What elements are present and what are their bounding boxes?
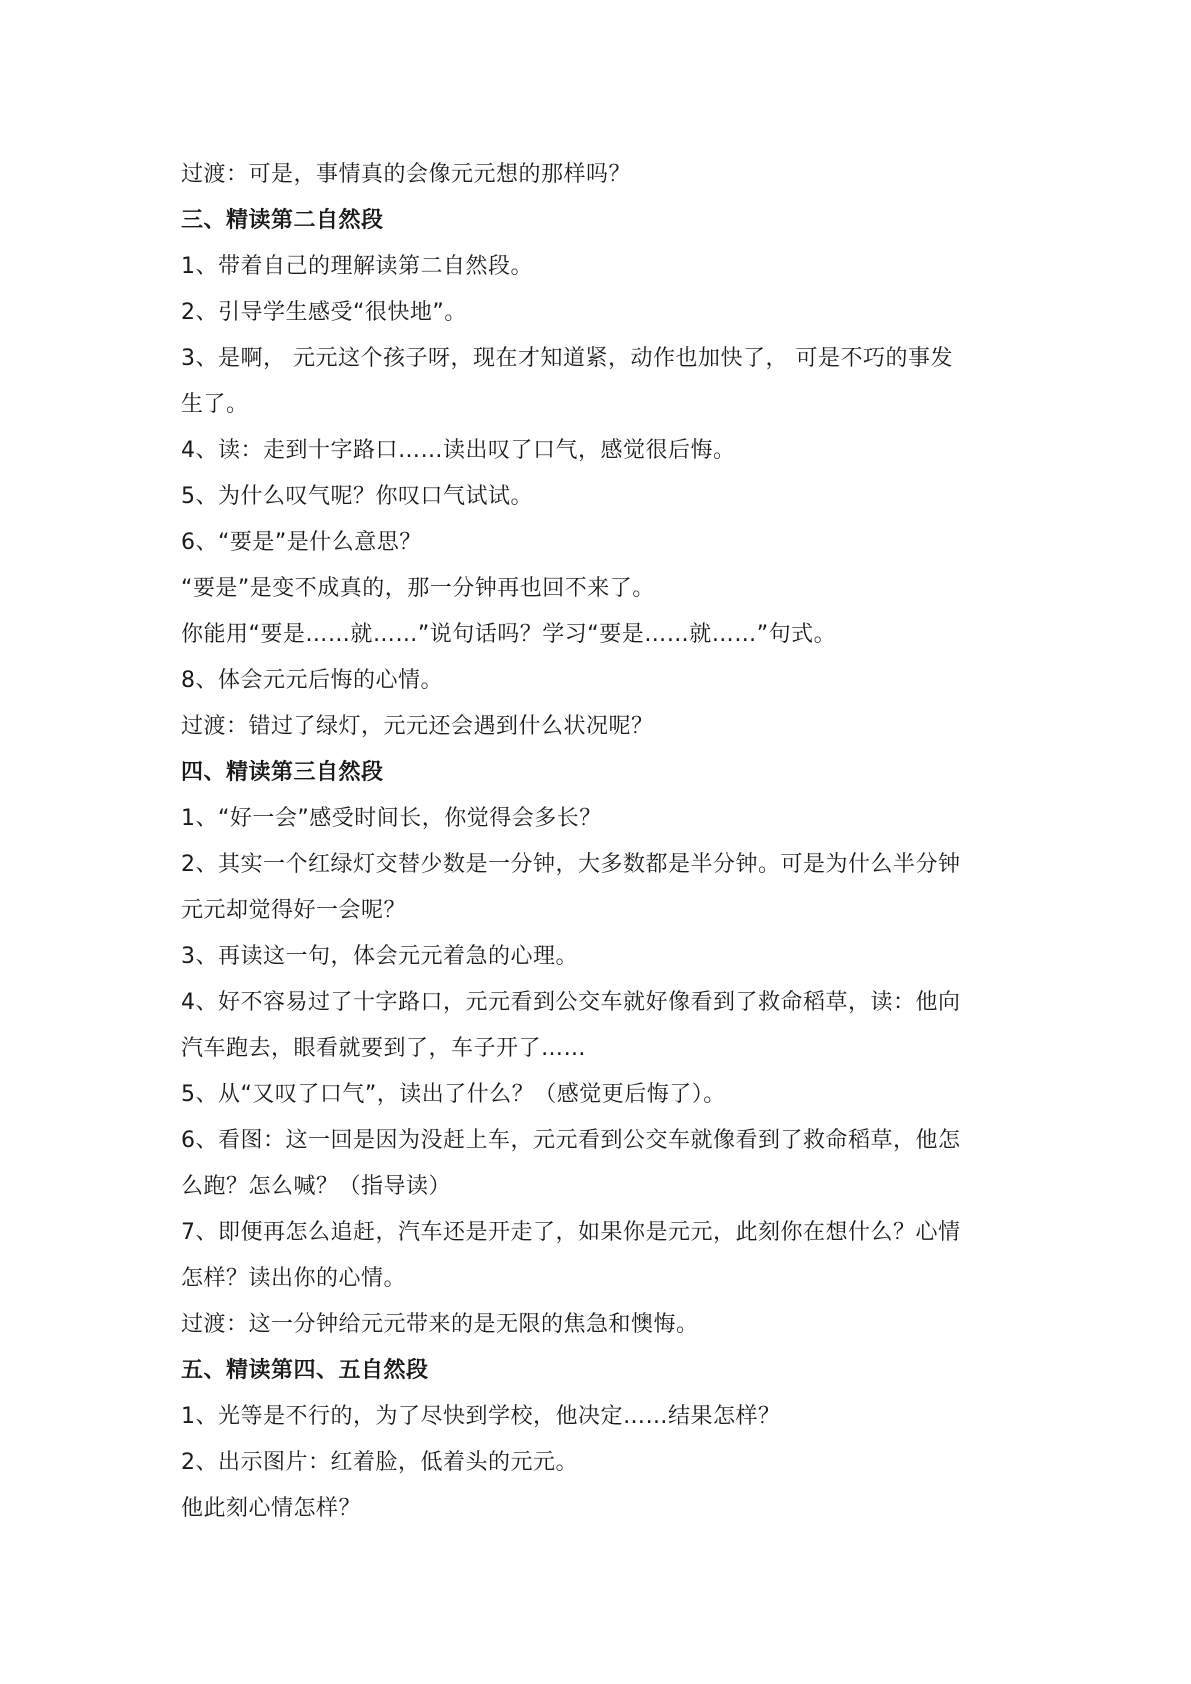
text-line: 3、再读这一句，体会元元着急的心理。	[181, 944, 578, 969]
text-line: 2、引导学生感受“很快地”。	[181, 300, 467, 325]
document-page	[181, 152, 1021, 1532]
text-line: 6、“要是”是什么意思？	[181, 530, 422, 555]
text-line: 过渡：错过了绿灯，元元还会遇到什么状况呢？	[181, 714, 654, 739]
section-heading: 五、精读第四、五自然段	[181, 1358, 429, 1383]
text-line: 汽车跑去，眼看就要到了，车子开了……	[181, 1036, 587, 1061]
text-line: 7、即便再怎么追赶，汽车还是开走了，如果你是元元，此刻你在想什么？心情	[181, 1220, 961, 1245]
text-line: 6、看图：这一回是因为没赶上车，元元看到公交车就像看到了救命稻草，他怎	[181, 1128, 961, 1153]
text-line: “要是”是变不成真的，那一分钟再也回不来了。	[181, 576, 655, 601]
text-line: 5、为什么叹气呢？你叹口气试试。	[181, 484, 533, 509]
text-line: 过渡：可是，事情真的会像元元想的那样吗？	[181, 162, 632, 187]
text-line: 5、从“又叹了口气”，读出了什么？（感觉更后悔了）。	[181, 1082, 726, 1107]
text-line: 4、读：走到十字路口……读出叹了口气，感觉很后悔。	[181, 438, 736, 463]
text-line: 3、是啊， 元元这个孩子呀，现在才知道紧，动作也加快了， 可是不巧的事发	[181, 346, 953, 371]
text-line: 2、出示图片：红着脸，低着头的元元。	[181, 1450, 578, 1475]
text-line: 生了。	[181, 392, 249, 417]
text-line: 2、其实一个红绿灯交替少数是一分钟，大多数都是半分钟。可是为什么半分钟	[181, 852, 961, 877]
text-line: 元元却觉得好一会呢？	[181, 898, 407, 923]
text-line: 1、带着自己的理解读第二自然段。	[181, 254, 533, 279]
text-line: 怎样？读出你的心情。	[181, 1266, 407, 1291]
text-line: 8、体会元元后悔的心情。	[181, 668, 443, 693]
text-line: 过渡：这一分钟给元元带来的是无限的焦急和懊悔。	[181, 1312, 699, 1337]
text-line: 1、光等是不行的，为了尽快到学校，他决定……结果怎样？	[181, 1404, 781, 1429]
text-line: 他此刻心情怎样？	[181, 1496, 362, 1521]
section-heading: 四、精读第三自然段	[181, 760, 384, 785]
section-heading: 三、精读第二自然段	[181, 208, 384, 233]
text-line: 你能用“要是……就……”说句话吗？学习“要是……就……”句式。	[181, 622, 837, 647]
text-line: 4、好不容易过了十字路口，元元看到公交车就好像看到了救命稻草，读：他向	[181, 990, 961, 1015]
text-line: 1、“好一会”感受时间长，你觉得会多长？	[181, 806, 602, 831]
text-line: 么跑？怎么喊？（指导读）	[181, 1174, 452, 1199]
